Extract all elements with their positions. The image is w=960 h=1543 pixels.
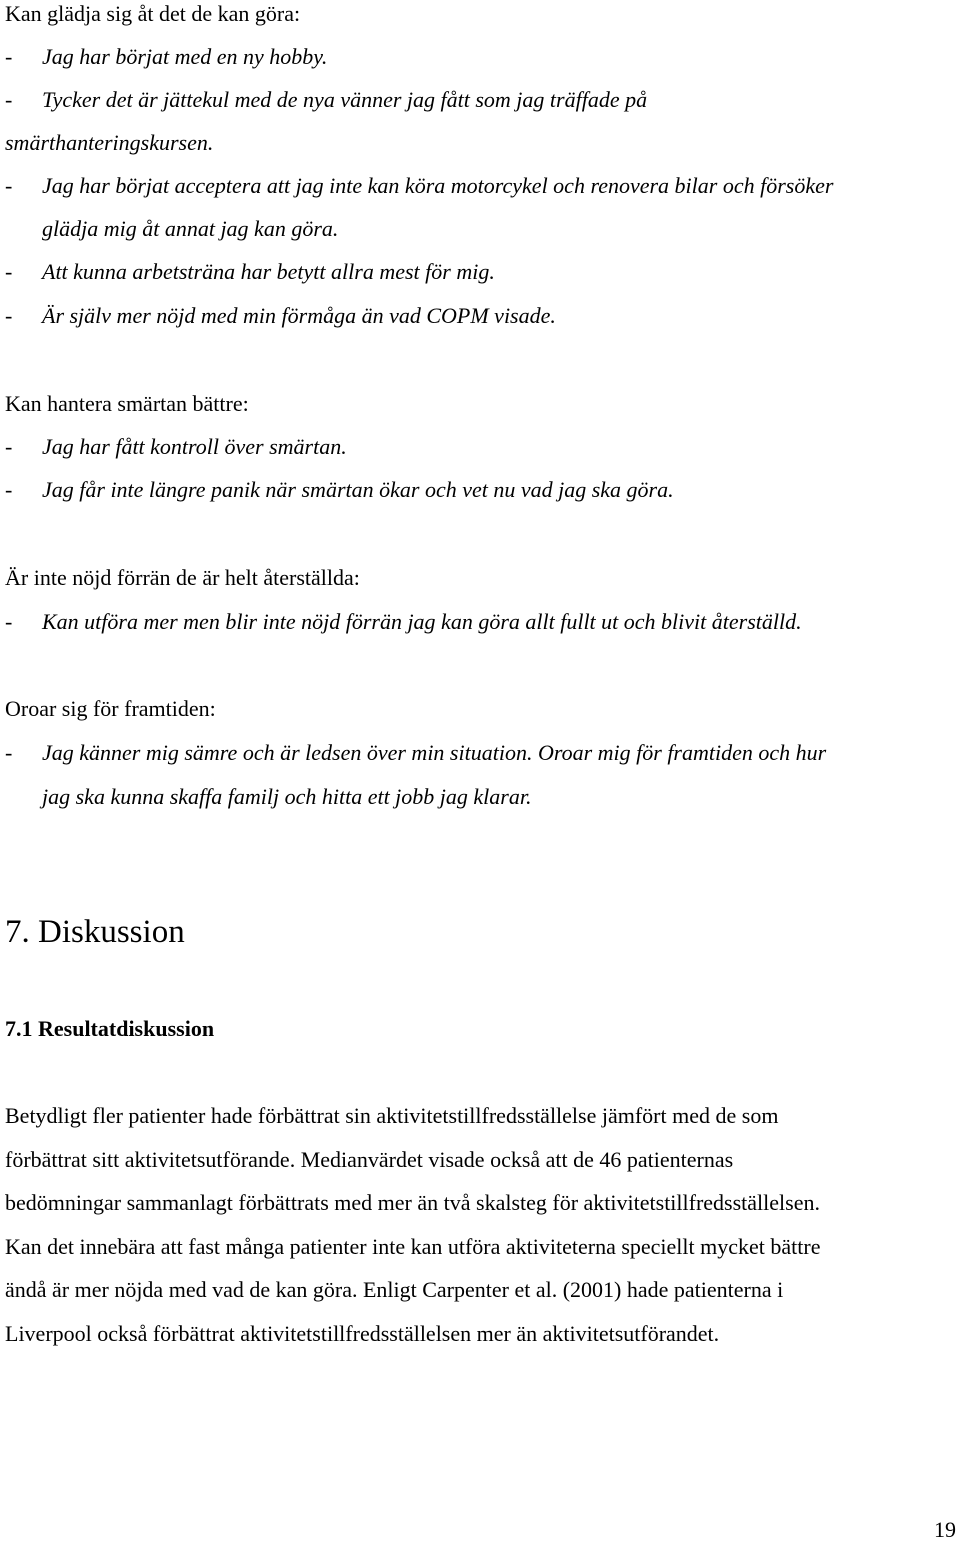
- list-item-text: Jag har fått kontroll över smärtan.: [42, 434, 347, 459]
- paragraph-line: Liverpool också förbättrat aktivitetstillfredsställelsen mer än aktivitetsutförandet.: [5, 1321, 720, 1346]
- section-heading: Kan hantera smärtan bättre:: [5, 391, 249, 416]
- list-item-text: Kan utföra mer men blir inte nöjd förrän jag kan göra allt fullt ut och blivit återställd.: [42, 609, 802, 634]
- dash: -: [5, 609, 13, 634]
- dash: -: [5, 44, 13, 69]
- list-item-text: Jag känner mig sämre och är ledsen över min situation. Oroar mig för framtiden och hur: [42, 740, 827, 765]
- list-item-text: Jag har börjat med en ny hobby.: [42, 44, 328, 69]
- dash: -: [5, 87, 13, 112]
- list-item-text: Jag har börjat acceptera att jag inte kan köra motorcykel och renovera bilar och försöker: [42, 173, 834, 198]
- paragraph-line: Betydligt fler patienter hade förbättrat sin aktivitetstillfredsställelse jämfört med de som: [5, 1103, 779, 1128]
- dash: -: [5, 477, 13, 502]
- dash: -: [5, 740, 13, 765]
- dash: -: [5, 259, 13, 284]
- section-heading: Kan glädja sig åt det de kan göra:: [5, 1, 301, 26]
- paragraph-line: Kan det innebära att fast många patienter inte kan utföra aktiviteterna speciellt mycket bättre: [5, 1234, 821, 1259]
- section-heading: Oroar sig för framtiden:: [5, 696, 216, 721]
- dash: -: [5, 303, 13, 328]
- dash: -: [5, 434, 13, 459]
- page-number: 19: [934, 1517, 956, 1542]
- list-item-continuation: jag ska kunna skaffa familj och hitta ett jobb jag klarar.: [42, 784, 532, 809]
- list-item-text: Tycker det är jättekul med de nya vänner jag fått som jag träffade på: [42, 87, 648, 112]
- paragraph-line: förbättrat sitt aktivitetsutförande. Medianvärdet visade också att de 46 patienternas: [5, 1147, 734, 1172]
- list-item-continuation: smärthanteringskursen.: [5, 130, 214, 155]
- chapter-title: 7. Diskussion: [5, 914, 185, 950]
- list-item-text: Jag får inte längre panik när smärtan ökar och vet nu vad jag ska göra.: [42, 477, 674, 502]
- paragraph-line: ändå är mer nöjda med vad de kan göra. Enligt Carpenter et al. (2001) hade patienterna i: [5, 1277, 784, 1302]
- section-title: 7.1 Resultatdiskussion: [5, 1016, 215, 1041]
- paragraph-line: bedömningar sammanlagt förbättrats med mer än två skalsteg för aktivitetstillfredsställelsen.: [5, 1190, 820, 1215]
- list-item-text: Att kunna arbetsträna har betytt allra mest för mig.: [42, 259, 495, 284]
- dash: -: [5, 173, 13, 198]
- list-item-continuation: glädja mig åt annat jag kan göra.: [42, 216, 339, 241]
- section-heading: Är inte nöjd förrän de är helt återställda:: [5, 565, 360, 590]
- list-item-text: Är själv mer nöjd med min förmåga än vad COPM visade.: [42, 303, 556, 328]
